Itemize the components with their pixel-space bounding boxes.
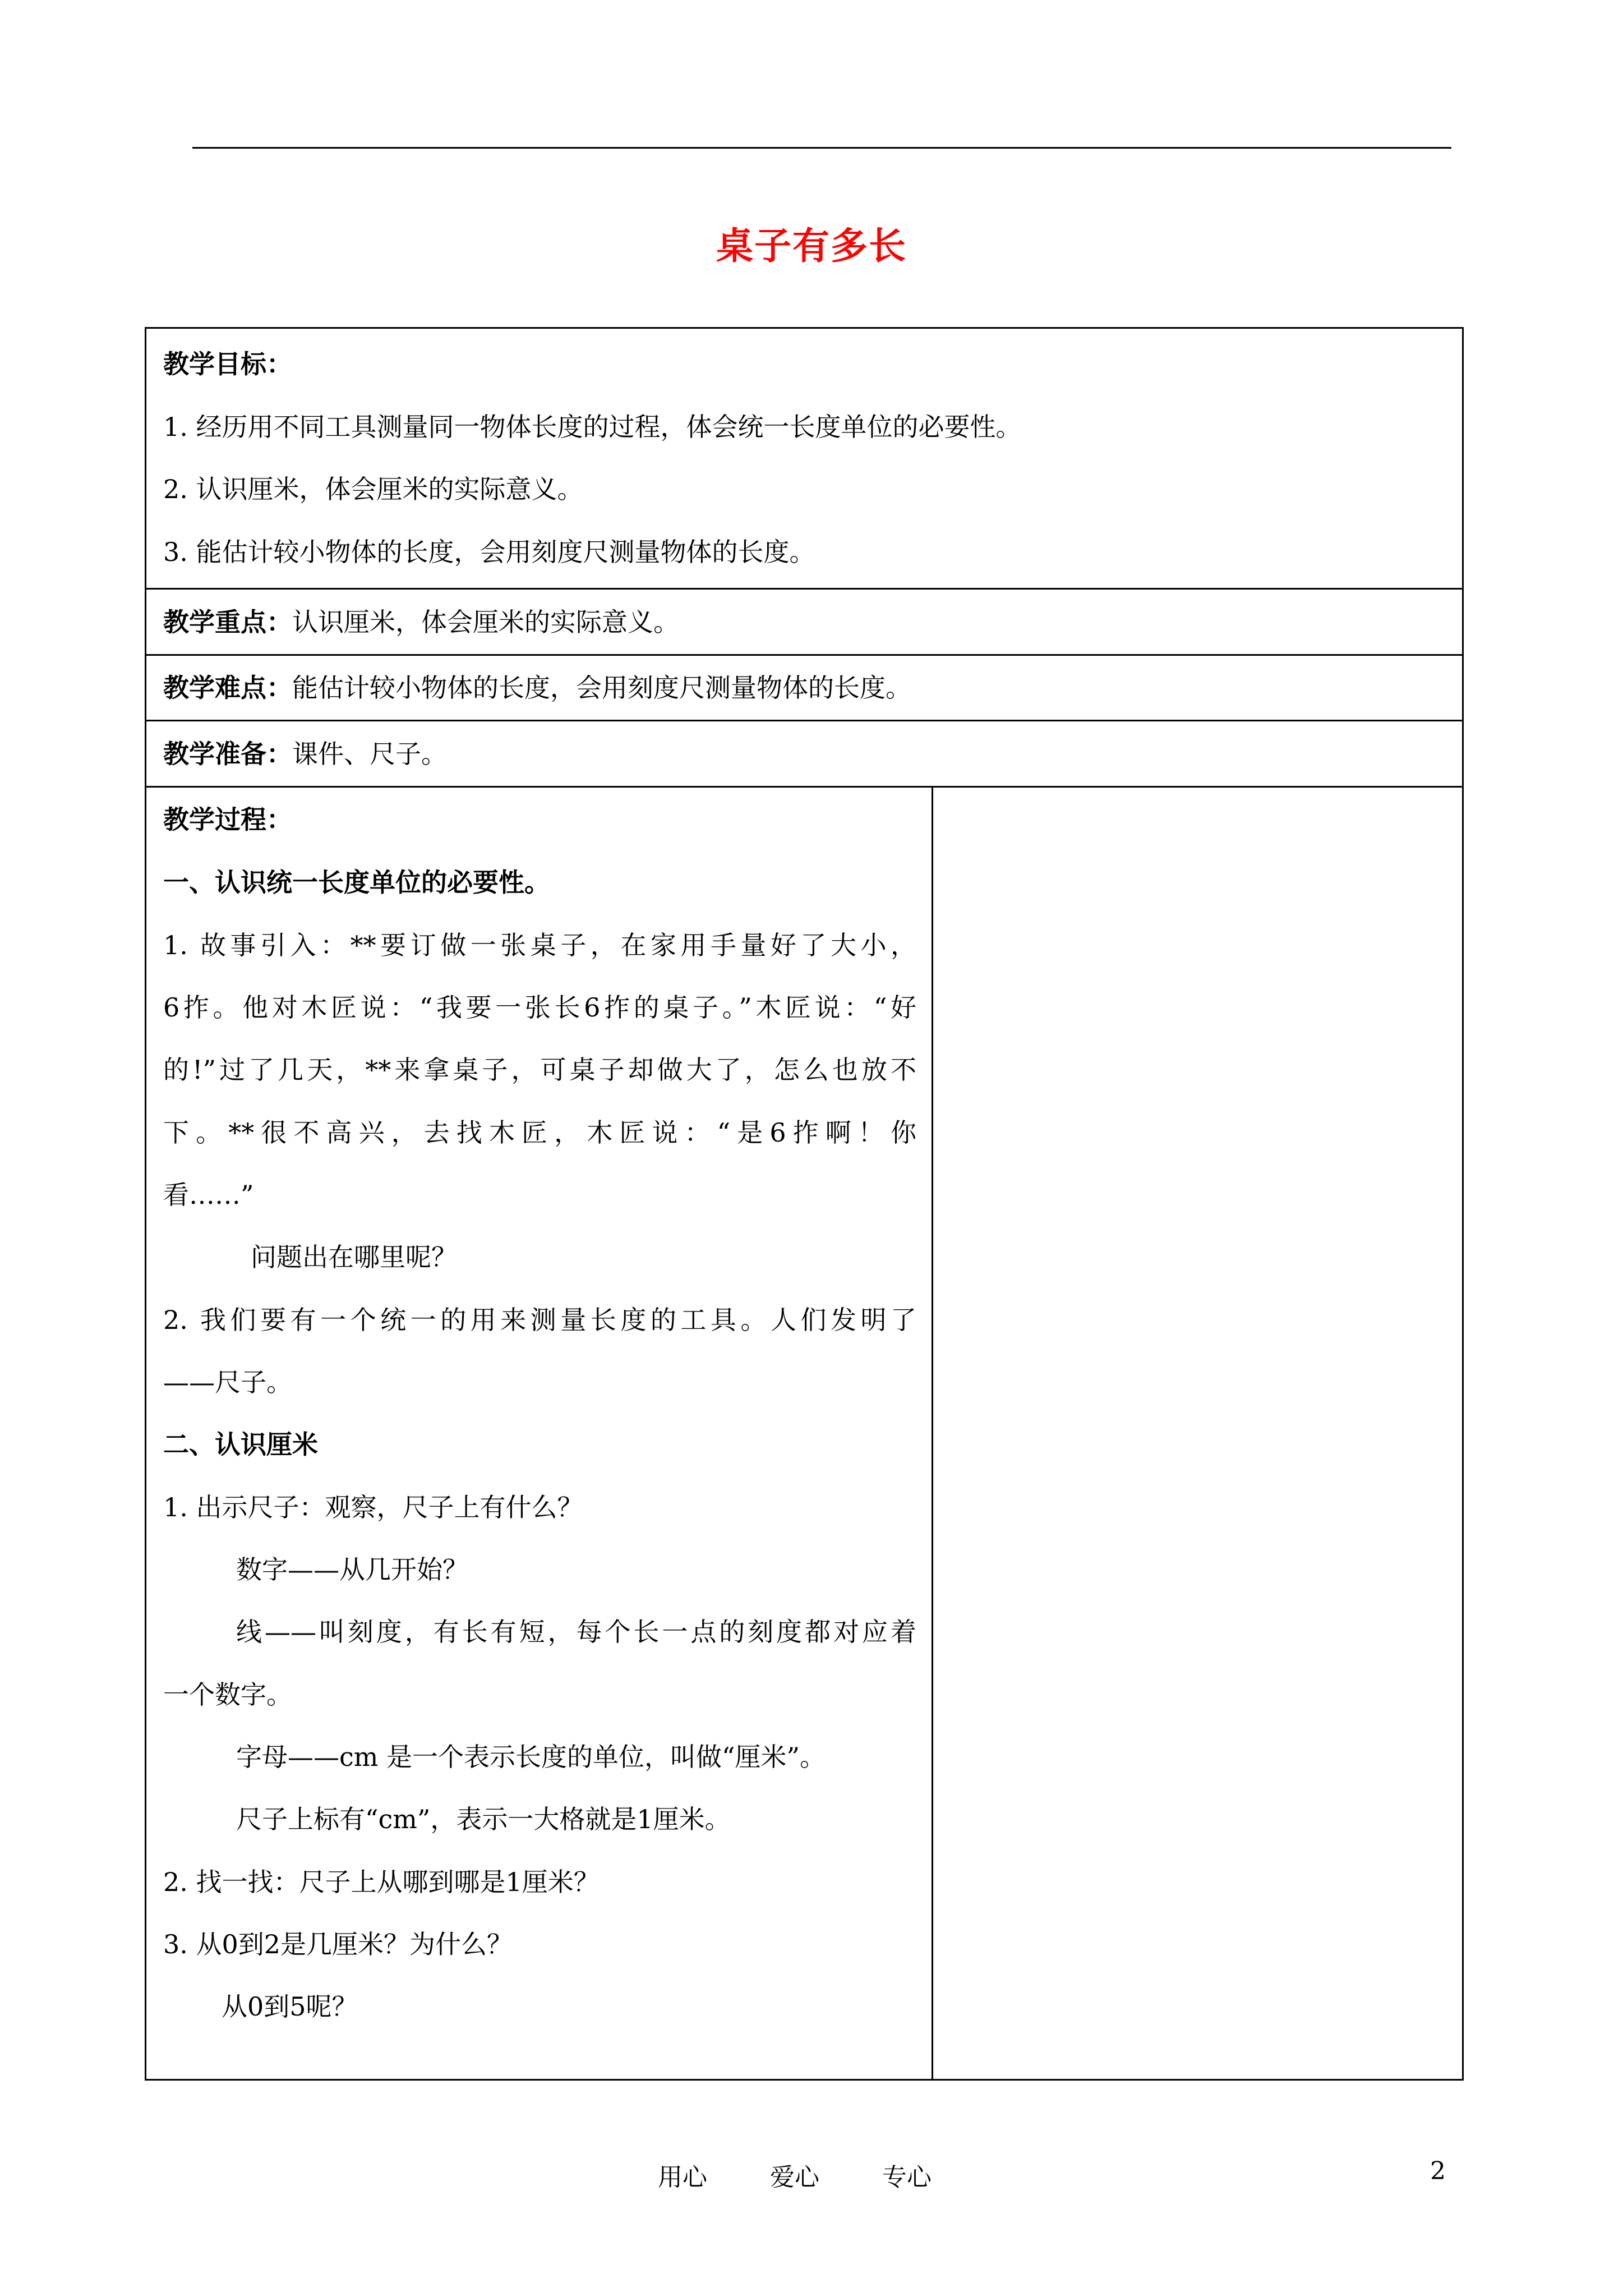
paragraph-line: 3. 从0到2是几厘米？为什么？ — [163, 1929, 513, 1959]
footer-motto: 用心 — [658, 2163, 707, 2192]
paragraph-line: 1. 出示尺子：观察，尺子上有什么？ — [163, 1492, 583, 1522]
footer-motto: 专心 — [882, 2163, 932, 2192]
objective-item: 1. 经历用不同工具测量同一物体长度的过程，体会统一长度单位的必要性。 — [163, 412, 1022, 442]
preparation-row — [163, 741, 447, 767]
paragraph-line: 字母——cm 是一个表示长度的单位，叫做“厘米”。 — [236, 1742, 826, 1772]
key-point-label: 教学重点： — [163, 607, 292, 637]
table-divider — [146, 588, 1462, 590]
difficulty-text: 能估计较小物体的长度，会用刻度尺测量物体的长度。 — [292, 673, 911, 703]
paragraph-line: 数字——从几开始？ — [236, 1554, 468, 1585]
story-line: 看……” — [163, 1180, 254, 1210]
paragraph-line: 尺子上标有“cm”，表示一大格就是1厘米。 — [236, 1804, 731, 1834]
preparation-text: 课件、尺子。 — [292, 739, 447, 769]
section-title: 二、认识厘米 — [163, 1429, 318, 1460]
preparation-label: 教学准备： — [163, 739, 292, 769]
story-line: 的!”过了几天，**来拿桌子，可桌子却做大了，怎么也放不 — [163, 1055, 916, 1085]
objectives-heading: 教学目标： — [163, 349, 292, 379]
paragraph-line: 2. 找一找：尺子上从哪到哪是1厘米？ — [163, 1867, 600, 1897]
paragraph-line: 从0到5呢？ — [222, 1991, 358, 2022]
question-line: 问题出在哪里呢？ — [251, 1242, 457, 1272]
story-line: 1. 故事引入：**要订做一张桌子，在家用手量好了大小， — [163, 930, 916, 960]
objective-item: 2. 认识厘米，体会厘米的实际意义。 — [163, 474, 583, 504]
table-divider — [146, 654, 1462, 656]
paragraph-line: 一个数字。 — [163, 1680, 292, 1710]
key-point-text: 认识厘米，体会厘米的实际意义。 — [292, 607, 679, 637]
difficulty-row — [163, 675, 911, 701]
page-title: 桌子有多长 — [716, 224, 907, 268]
header-rule — [192, 147, 1451, 149]
table-divider — [146, 720, 1462, 721]
story-line: 6拃。他对木匠说：“我要一张长6拃的桌子。”木匠说：“好 — [163, 992, 916, 1023]
key-point-row — [163, 609, 679, 635]
paragraph-line: 线——叫刻度，有长有短，每个长一点的刻度都对应着 — [236, 1617, 916, 1647]
story-line: 下。**很不高兴，去找木匠，木匠说：“是6拃啊！你 — [163, 1117, 916, 1148]
footer-motto: 爱心 — [770, 2163, 819, 2192]
page-number: 2 — [1430, 2157, 1446, 2185]
process-heading: 教学过程： — [163, 804, 292, 835]
paragraph-line: ——尺子。 — [163, 1367, 292, 1397]
objective-item: 3. 能估计较小物体的长度，会用刻度尺测量物体的长度。 — [163, 537, 815, 567]
table-divider — [146, 786, 1462, 788]
section-title: 一、认识统一长度单位的必要性。 — [163, 867, 550, 898]
paragraph-line: 2. 我们要有一个统一的用来测量长度的工具。人们发明了 — [163, 1305, 916, 1335]
difficulty-label: 教学难点： — [163, 673, 292, 703]
column-divider — [932, 786, 933, 2079]
lesson-plan-table — [145, 327, 1464, 2081]
